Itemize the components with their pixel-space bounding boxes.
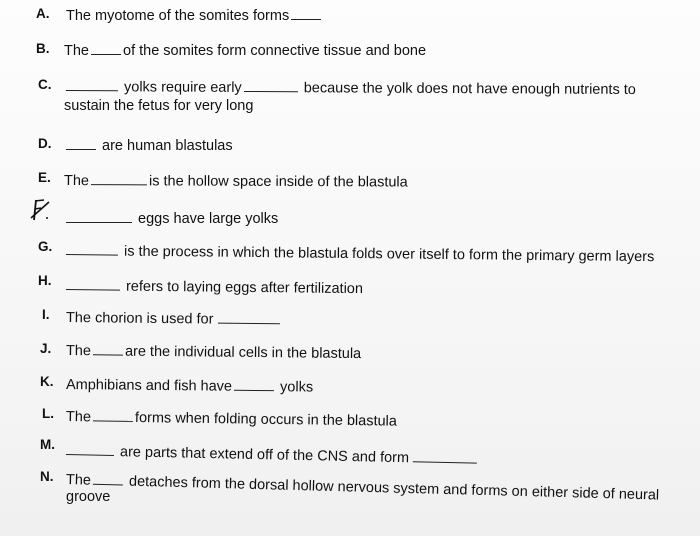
question-g-blank[interactable] [66,240,118,256]
question-c-text-end: because the yolk does not have enough nutrients to [303,80,636,98]
question-e-text-end: is the hollow space inside of the blastula [148,173,408,191]
question-e-text-start: The [63,173,90,190]
question-k-text-end: yolks [279,379,314,396]
question-c [64,76,636,99]
question-i-blank[interactable] [217,309,279,325]
question-d-text: are human blastulas [102,138,233,154]
question-b-label: B. [36,41,50,56]
question-h [64,275,363,298]
question-n-text-start: The [65,472,92,489]
question-e-blank[interactable] [91,170,147,185]
question-f-blank[interactable] [66,208,132,223]
question-h-blank[interactable] [66,275,120,291]
question-k-label: K. [40,374,54,389]
question-d-blank[interactable] [66,135,96,150]
question-a-label: A. [36,6,50,21]
question-f [64,208,278,228]
question-e [64,170,408,191]
question-k-blank[interactable] [234,376,274,391]
question-l-blank[interactable] [93,406,133,422]
question-g-text: is the process in which the blastula folds over itself to form the primary germ layers [123,243,655,266]
question-b [64,40,426,60]
question-i [66,307,282,329]
question-k-text-start: Amphibians and fish have [65,377,233,395]
question-n-blank[interactable] [93,470,123,486]
question-a-blank[interactable] [291,5,321,20]
question-n-line-2: groove [66,489,111,505]
question-m-blank-1[interactable] [66,440,114,456]
question-b-text-start: The [64,43,89,59]
question-f-text: eggs have large yolks [138,211,279,227]
question-n-text-end: detaches from the dorsal hollow nervous system and forms on either side of neural [128,473,660,504]
question-k [66,374,313,397]
question-n [66,469,660,505]
question-j-blank[interactable] [93,340,123,355]
question-a [66,5,323,25]
question-b-blank[interactable] [91,40,121,55]
question-j-text-end: are the individual cells in the blastula [124,343,362,363]
question-m-text: are parts that extend off of the CNS and form [119,444,410,467]
question-h-label: H. [38,273,52,288]
question-c-blank-1[interactable] [66,76,118,91]
question-c-blank-2[interactable] [244,77,298,92]
question-m-label: M. [40,437,55,452]
question-l-text-start: The [65,409,92,426]
question-c-line-2: sustain the fetus for very long [64,98,254,114]
question-n-label: N. [40,469,54,484]
question-c-label: C. [38,77,52,92]
question-d [64,135,233,155]
question-l-text-end: forms when folding occurs in the blastula [134,409,398,430]
question-l [66,406,397,431]
question-a-text: The myotome of the somites forms [66,8,290,24]
question-b-text-end: of the somites form connective tissue and bone [123,43,427,59]
question-m [64,440,479,469]
question-h-text: refers to laying eggs after fertilization [125,278,364,298]
question-j-text-start: The [65,343,92,360]
question-e-label: E. [38,170,51,185]
question-i-label: I. [42,307,50,322]
question-c-text-start: yolks require early [123,79,242,96]
question-i-text: The chorion is used for [65,310,214,328]
question-m-blank-2[interactable] [413,447,477,463]
question-j [66,340,361,363]
question-g [64,240,654,266]
question-l-label: L. [42,406,54,421]
question-d-label: D. [38,136,52,151]
question-f-label [30,198,52,224]
question-g-label: G. [38,239,53,254]
question-j-label: J. [40,341,52,356]
